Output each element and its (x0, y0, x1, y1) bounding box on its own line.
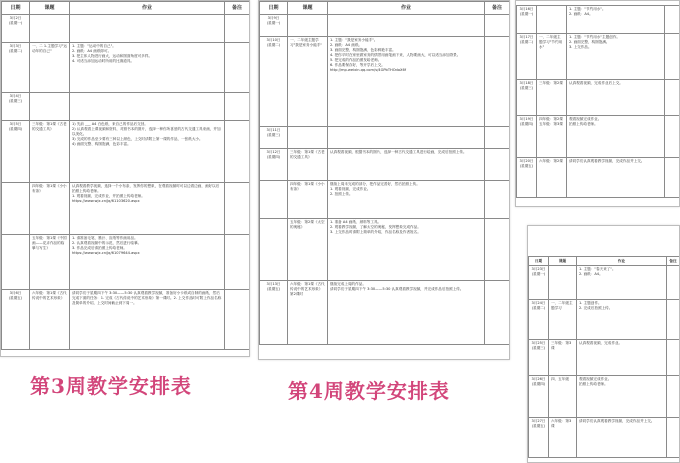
header-homework: 作业 (70, 2, 225, 15)
row-homework (328, 15, 485, 37)
row-topic: 三年级：第2课 (537, 80, 567, 116)
row-date-cell (260, 181, 288, 219)
table-row (2, 235, 250, 290)
row-weekday: (星期五) (531, 424, 546, 428)
row-date-cell (529, 418, 549, 458)
row-note (485, 219, 510, 281)
table-row (260, 37, 510, 127)
week4-sheet (258, 0, 510, 360)
row-date-cell (2, 93, 30, 121)
week4-table (259, 1, 510, 345)
row-note (485, 15, 510, 37)
row-topic (30, 15, 70, 43)
row-homework (328, 281, 485, 345)
row-weekday: (星期一) (519, 12, 534, 16)
row-date: 3月5日 (9, 122, 22, 126)
homework-line: 4. 把你平时在家里做家务的情景用画笔画下来，人物要画大，可以适当添加背景。 (330, 53, 461, 57)
week3-sheet (0, 0, 250, 357)
row-date: 3月9日 (267, 16, 280, 20)
homework-line: 1. 观看视频，完成作业，并拍照上传给老师。 (72, 194, 145, 198)
header-row (260, 2, 510, 15)
row-date: 3月6日 (9, 291, 22, 295)
row-weekday: (星期二) (8, 49, 23, 53)
row-weekday: (星期三) (8, 99, 23, 103)
table-row (2, 183, 250, 235)
homework-line: 请同学们认真观看教学视频，完成作品并上交。 (579, 419, 655, 423)
table-row (2, 43, 250, 93)
row-weekday: (星期二) (266, 43, 281, 47)
homework-line: 2. 拍照上传。 (330, 192, 353, 196)
header-note: 备注 (667, 257, 680, 266)
row-date: 3月2日 (9, 16, 22, 20)
homework-line: 1. 请准备毛笔、墨汁、宣纸等作画用品。 (72, 236, 138, 240)
homework-line: 1. 主题："节约用水"主题创作。 (569, 35, 621, 39)
row-weekday: (星期二) (519, 40, 534, 44)
row-date-cell (260, 37, 288, 127)
row-weekday: (星期四) (8, 127, 23, 131)
row-note (665, 116, 680, 158)
homework-line: 3. 上交作品时请附上简单的介绍，作品名称及作者姓名。 (330, 230, 421, 234)
row-note (225, 183, 250, 235)
row-weekday: (星期五) (519, 164, 534, 168)
row-date: 3月13日 (266, 282, 281, 286)
row-homework (70, 15, 225, 43)
row-weekday: (星期五) (8, 296, 23, 300)
row-note (225, 235, 250, 290)
row-topic (288, 15, 328, 37)
row-date: 3月27日 (531, 419, 546, 423)
table-row (517, 34, 680, 80)
row-topic: 六年级：第1课《古代传说中的艺术形象》第2课时 (288, 281, 328, 345)
homework-line: 请同学们于星期四下午 3:30——5:30 认真观看教学视频，并完成作品后拍照上传。 (330, 287, 464, 291)
header-note: 备注 (225, 2, 250, 15)
homework-line: http://mp.weixin.qq.com/s/4GPbTHOdoX6f (330, 68, 407, 72)
homework-line: 1. 主题："节约用水"。 (569, 7, 606, 11)
row-date-cell (260, 127, 288, 149)
header-topic: 课题 (288, 2, 328, 15)
row-topic: 四年级：第1课《小小布条》 (288, 181, 328, 219)
row-topic: 六年级：第1课《古代传说中的艺术形象》 (30, 290, 70, 350)
row-topic: 三年级：第1课《古老的交通工具》 (288, 149, 328, 181)
row-topic: 一、二年级主题学习 (549, 300, 577, 340)
row-date: 3月3日 (9, 44, 22, 48)
homework-line: 请同学们于星期四下午 3:30——5:30 认真观看教学视频，准备好小卡纸或自制的画纸，然后完成下面的任务：1. 完成《古代传说中的艺术形象》第一课时。2. 上交作品时可附上作品名称及简单的介绍，上交时间截止到下周一。 (72, 291, 222, 305)
table-row (260, 149, 510, 181)
header-date: 日期 (260, 2, 288, 15)
header-homework: 作业 (328, 2, 485, 15)
homework-line: 4. 可适当添加运动时所用的比赛道具。 (72, 59, 135, 63)
row-date-cell (2, 235, 30, 290)
table-row (2, 15, 250, 43)
week6-body (529, 266, 680, 458)
homework-line: 2. 完成后拍照上传。 (579, 306, 613, 310)
row-homework (567, 6, 665, 34)
row-homework (577, 418, 667, 458)
row-date-cell (529, 266, 549, 300)
row-date-cell (517, 158, 537, 198)
row-date: 3月26日 (531, 377, 546, 381)
row-homework (328, 181, 485, 219)
row-weekday: (星期一) (531, 272, 546, 276)
homework-line: 拍照上传给老师。 (569, 122, 598, 126)
table-row (260, 127, 510, 149)
row-weekday: (星期三) (531, 346, 546, 350)
row-homework (70, 183, 225, 235)
row-topic (549, 266, 577, 300)
table-row (517, 158, 680, 198)
homework-line: 5. 把完成的作品拍照发给老师。 (330, 58, 382, 62)
header-topic: 课题 (30, 2, 70, 15)
row-date-cell (260, 281, 288, 345)
header-date: 日期 (529, 257, 549, 266)
table-row (260, 181, 510, 219)
row-topic: 四年级：第1课《小小布条》 (30, 183, 70, 235)
row-note (225, 93, 250, 121)
row-topic (537, 6, 567, 34)
row-date: 3月24日 (531, 301, 546, 305)
row-homework (577, 300, 667, 340)
homework-line: 2. 画纸：A4。 (579, 272, 603, 276)
row-date-cell (529, 340, 549, 376)
row-date: 3月23日 (531, 267, 546, 271)
week3-caption: 第3周教学安排表 (30, 374, 192, 398)
row-homework (70, 93, 225, 121)
homework-line: 观看视频完成作业。 (569, 117, 602, 121)
homework-line: 2. 画纸：A4。 (569, 12, 593, 16)
homework-line: 1. 主题："运动中的自己"。 (72, 44, 116, 48)
table-row (517, 6, 680, 34)
homework-line: 3. 把主体人物进行画大，运动和图面角度可多样。 (72, 54, 153, 58)
row-note (667, 418, 680, 458)
row-topic: 五年级：第2课《太空的奥秘》 (288, 219, 328, 281)
table-row (2, 121, 250, 183)
row-homework (70, 43, 225, 93)
homework-line: 请同学们认真观看教学视频，完成作品并上交。 (569, 159, 645, 163)
table-row (529, 418, 680, 458)
homework-line: 1. 观看视频，完成作业。 (330, 187, 371, 191)
row-weekday: (星期四) (519, 122, 534, 126)
row-note (667, 300, 680, 340)
row-date: 3月4日 (9, 94, 22, 98)
row-note (225, 15, 250, 43)
table-row (260, 15, 510, 37)
homework-line: 拍照上传给老师。 (579, 382, 608, 386)
header-row (2, 2, 250, 15)
row-date: 3月25日 (531, 341, 546, 345)
homework-line: 2. 画面完整，构图饱满。 (569, 40, 610, 44)
table-row (517, 116, 680, 158)
table-row (529, 266, 680, 300)
row-note (667, 340, 680, 376)
row-weekday: (星期四) (531, 382, 546, 386)
row-note (485, 281, 510, 345)
row-weekday: (星期一) (266, 21, 281, 25)
row-date-cell (2, 183, 30, 235)
row-homework (70, 235, 225, 290)
row-date: 3月12日 (266, 150, 281, 154)
homework-line: 1. 主题创作。 (579, 301, 602, 305)
row-date: 3月19日 (519, 117, 534, 121)
row-homework (577, 376, 667, 418)
homework-line: 观看视频完成作业。 (579, 377, 612, 381)
homework-line: 认真观看视频，完成作业后上交。 (569, 81, 623, 85)
row-date-cell (517, 80, 537, 116)
row-homework (567, 34, 665, 80)
table-row (260, 281, 510, 345)
week4-body (260, 15, 510, 345)
row-date: 3月16日 (519, 7, 534, 11)
homework-line: 继续完成上周的作品。 (330, 282, 366, 286)
row-note (665, 158, 680, 198)
header-topic: 课题 (549, 257, 577, 266)
week6-sheet (527, 225, 680, 463)
table-row (529, 376, 680, 418)
row-topic (288, 127, 328, 149)
row-note (665, 80, 680, 116)
homework-line: 6. 作品要保存好，等开学后上交。 (330, 63, 385, 67)
row-note (665, 34, 680, 80)
header-row (529, 257, 680, 266)
homework-line: 1) 先前 ___ A4 白色纸，来自己的作品后交回。 (72, 122, 148, 126)
week6-table (528, 256, 680, 458)
row-date-cell (529, 300, 549, 340)
row-topic: 一、二年级主题学习"我是家务小能手" (288, 37, 328, 127)
row-date-cell (260, 219, 288, 281)
row-date: 3月10日 (266, 38, 281, 42)
row-date: 3月11日 (266, 128, 281, 132)
week5-body (517, 6, 680, 198)
row-weekday: (星期四) (266, 155, 281, 159)
header-note: 备注 (485, 2, 510, 15)
row-weekday: (星期三) (266, 133, 281, 137)
table-row (260, 219, 510, 281)
homework-line: https://www.wjx.cn/jq/61103620.aspx (72, 199, 140, 203)
row-topic (30, 93, 70, 121)
homework-line: 3) 完成的作品至少要有三种以上颜色，上交时请附上第一课的作品，一张纸大小。 (72, 137, 203, 141)
homework-line: 1. 主题："我是家务小能手"。 (330, 38, 378, 42)
header-homework: 作业 (577, 257, 667, 266)
row-date: 3月18日 (519, 81, 534, 85)
row-topic: 五年级：第1课《中国画——花卉作品的临摹与写生》 (30, 235, 70, 290)
homework-line: 2. 认真观看视频中的示范，然后进行临摹。 (72, 241, 142, 245)
row-date-cell (517, 34, 537, 80)
homework-line: 1. 主题："春天来了"。 (579, 267, 616, 271)
row-homework (577, 340, 667, 376)
row-topic: 一、二年级主题学习"节约用水" (537, 34, 567, 80)
row-topic: 一、二 1.主题学习"运动年的自己" (30, 43, 70, 93)
row-date: 3月17日 (519, 35, 534, 39)
homework-line: 4) 画面完整、构图饱满，色彩丰富。 (72, 142, 131, 146)
homework-line: 2) 认真观看上课视频和资料，对照书本的图片，选择一种你所喜爱的古代交通工具来画，并加以美化。 (72, 127, 221, 136)
table-row (2, 93, 250, 121)
row-topic: 四年级：第2课 五年级：第3课 (537, 116, 567, 158)
row-weekday: (星期一) (8, 21, 23, 25)
row-weekday: (星期三) (519, 86, 534, 90)
homework-line: 2. 观看教学视频，了解太空的奥秘，发挥想象完成作品。 (330, 225, 421, 229)
row-note (485, 127, 510, 149)
table-row (2, 290, 250, 350)
row-note (225, 43, 250, 93)
row-topic: 六年级：第3课 (549, 418, 577, 458)
homework-line: 认真观看视频，根据书本的图片，选择一种古代交通工具进行绘画，完成后拍照上传。 (330, 150, 467, 154)
week4-caption: 第4周教学安排表 (288, 379, 450, 403)
row-homework (577, 266, 667, 300)
row-date-cell (517, 6, 537, 34)
row-topic: 三年级：第1课《古老的交通工具》 (30, 121, 70, 183)
homework-line: 认真观看视频，完成作业。 (579, 341, 623, 345)
row-note (225, 121, 250, 183)
row-homework (567, 158, 665, 198)
week5-sheet (515, 0, 680, 207)
row-topic: 六年级：第2课 (537, 158, 567, 198)
row-date-cell (260, 15, 288, 37)
row-date-cell (2, 15, 30, 43)
row-date-cell (2, 43, 30, 93)
table-row (517, 80, 680, 116)
header-date: 日期 (2, 2, 30, 15)
row-note (665, 6, 680, 34)
table-row (529, 340, 680, 376)
homework-line: 2. 画纸：A4 画纸。 (330, 43, 363, 47)
row-note (667, 376, 680, 418)
row-homework (328, 219, 485, 281)
homework-line: 2. 画纸：A4 画纸即可。 (72, 49, 112, 53)
homework-line: 认真观看教学视频，选择一个小布条，发挥你的想象，在观看视频时可以边看边画，画好以后拍照上传给老师。 (72, 184, 220, 193)
row-topic: 四、五年级 (549, 376, 577, 418)
homework-line: 继续上周未完成的部分，把作品完善好，然后拍照上传。 (330, 182, 420, 186)
row-note (485, 149, 510, 181)
row-weekday: (星期五) (266, 287, 281, 291)
row-note (667, 266, 680, 300)
row-homework (70, 121, 225, 183)
homework-line: 3. 画面完整，构图饱满，色彩鲜艳丰富。 (330, 48, 396, 52)
row-note (485, 181, 510, 219)
homework-line: 3. 作品完成后请拍照上传给老师。 (72, 246, 127, 250)
table-row (529, 300, 680, 340)
row-homework (328, 37, 485, 127)
row-homework (567, 80, 665, 116)
homework-line: 3. 上交作品。 (569, 45, 592, 49)
row-homework (328, 127, 485, 149)
homework-line: https://www.wjx.cn/jq/61079644.aspx (72, 251, 140, 255)
row-homework (567, 116, 665, 158)
row-homework (70, 290, 225, 350)
row-note (225, 290, 250, 350)
row-weekday: (星期二) (531, 306, 546, 310)
row-note (485, 37, 510, 127)
row-homework (328, 149, 485, 181)
row-date-cell (517, 116, 537, 158)
row-topic: 三年级：第3课 (549, 340, 577, 376)
row-date-cell (2, 121, 30, 183)
week5-table (516, 5, 680, 198)
homework-line: 1. 准备 A4 画纸、颜料等工具。 (330, 220, 382, 224)
row-date: 3月20日 (519, 159, 534, 163)
row-date-cell (260, 149, 288, 181)
row-date-cell (2, 290, 30, 350)
row-date-cell (529, 376, 549, 418)
week3-table (1, 1, 250, 350)
week3-body (2, 15, 250, 350)
